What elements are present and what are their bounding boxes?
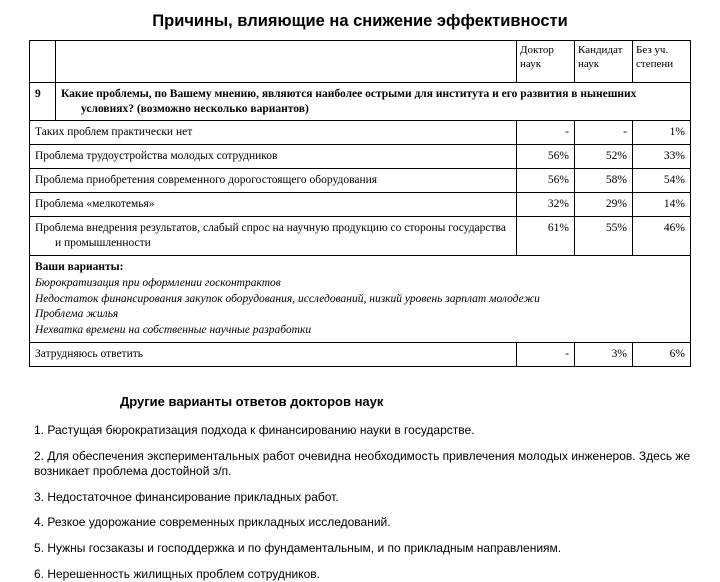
value-cell: 56% — [517, 169, 575, 193]
value-cell: 6% — [633, 343, 691, 367]
other-item: 6. Нерешенность жилищных проблем сотрудников. — [34, 566, 320, 581]
table-row — [30, 145, 691, 169]
variant-line: Бюрократизация при оформлении госконтрактов — [35, 277, 281, 290]
row-label — [30, 169, 517, 193]
table-row — [30, 193, 691, 217]
value-cell: - — [517, 121, 575, 145]
variants-block — [30, 256, 691, 343]
row-label-text: Таких проблем практически нет — [35, 126, 193, 139]
table-row — [30, 169, 691, 193]
value-cell: 1% — [633, 121, 691, 145]
question-cell — [56, 82, 691, 121]
value-cell: 55% — [575, 217, 633, 256]
variant-line: Проблема жилья — [35, 308, 119, 321]
value-cell: - — [517, 343, 575, 367]
table-row — [30, 217, 691, 256]
variant-line: Нехватка времени на собственные научные разработки — [35, 323, 312, 336]
footer-row — [30, 343, 691, 367]
other-variants-heading: Другие варианты ответов докторов наук — [120, 394, 384, 410]
column-header-no-degree: Без уч. степени — [633, 41, 691, 83]
question-row — [30, 82, 691, 121]
other-item: 2. Для обеспечения экспериментальных работ очевидна необходимость привлечения молодых инженеров. Здесь же возникает проблема достойной з/п. — [34, 448, 691, 479]
row-label-text: Затрудняюсь ответить — [35, 348, 144, 361]
value-cell: 33% — [633, 145, 691, 169]
row-label-text: Проблема внедрения результатов, слабый спрос на научную продукцию со стороны государства и промышленности — [35, 222, 506, 250]
header-empty-num-cell — [30, 41, 56, 83]
row-label-text: Проблема трудоустройства молодых сотрудников — [35, 150, 278, 163]
other-item: 1. Растущая бюрократизация подхода к финансированию науки в государстве. — [34, 423, 475, 438]
table-row — [30, 121, 691, 145]
other-item: 5. Нужны госзаказы и господдержка и по фундаментальным, и по прикладным направлениям. — [34, 541, 562, 555]
question-number: 9 — [30, 82, 56, 121]
row-label-text: Проблема приобретения современного дорогостоящего оборудования — [35, 174, 378, 187]
value-cell: 46% — [633, 217, 691, 256]
value-cell: 14% — [633, 193, 691, 217]
value-cell: 52% — [575, 145, 633, 169]
value-cell: - — [575, 121, 633, 145]
column-header-kandidat: Кандидат наук — [575, 41, 633, 83]
row-label — [30, 121, 517, 145]
value-cell: 61% — [517, 217, 575, 256]
row-label — [30, 145, 517, 169]
row-label — [30, 343, 517, 367]
header-empty-label-cell — [56, 41, 517, 83]
value-cell: 29% — [575, 193, 633, 217]
variant-line: Недостаток финансирования закупок оборудования, исследований, низкий уровень зарплат молодежи — [35, 292, 540, 305]
other-variants-list — [14, 423, 706, 582]
question-text: Какие проблемы, по Вашему мнению, являются наиболее острыми для института и его развития в нынешних условиях? (возможно несколько вариантов) — [61, 87, 637, 115]
page-title: Причины, влияющие на снижение эффективности — [152, 12, 568, 30]
value-cell: 54% — [633, 169, 691, 193]
survey-table — [29, 40, 691, 367]
value-cell: 32% — [517, 193, 575, 217]
other-item: 3. Недостаточное финансирование прикладных работ. — [34, 489, 339, 504]
value-cell: 3% — [575, 343, 633, 367]
row-label — [30, 193, 517, 217]
variants-title: Ваши варианты: — [35, 261, 124, 274]
row-label — [30, 217, 517, 256]
header-row — [30, 41, 691, 83]
row-label-text: Проблема «мелкотемья» — [35, 198, 155, 211]
column-header-doctor: Доктор наук — [517, 41, 575, 83]
value-cell: 56% — [517, 145, 575, 169]
other-item: 4. Резкое удорожание современных прикладных исследований. — [34, 515, 391, 530]
value-cell: 58% — [575, 169, 633, 193]
variants-row — [30, 256, 691, 343]
